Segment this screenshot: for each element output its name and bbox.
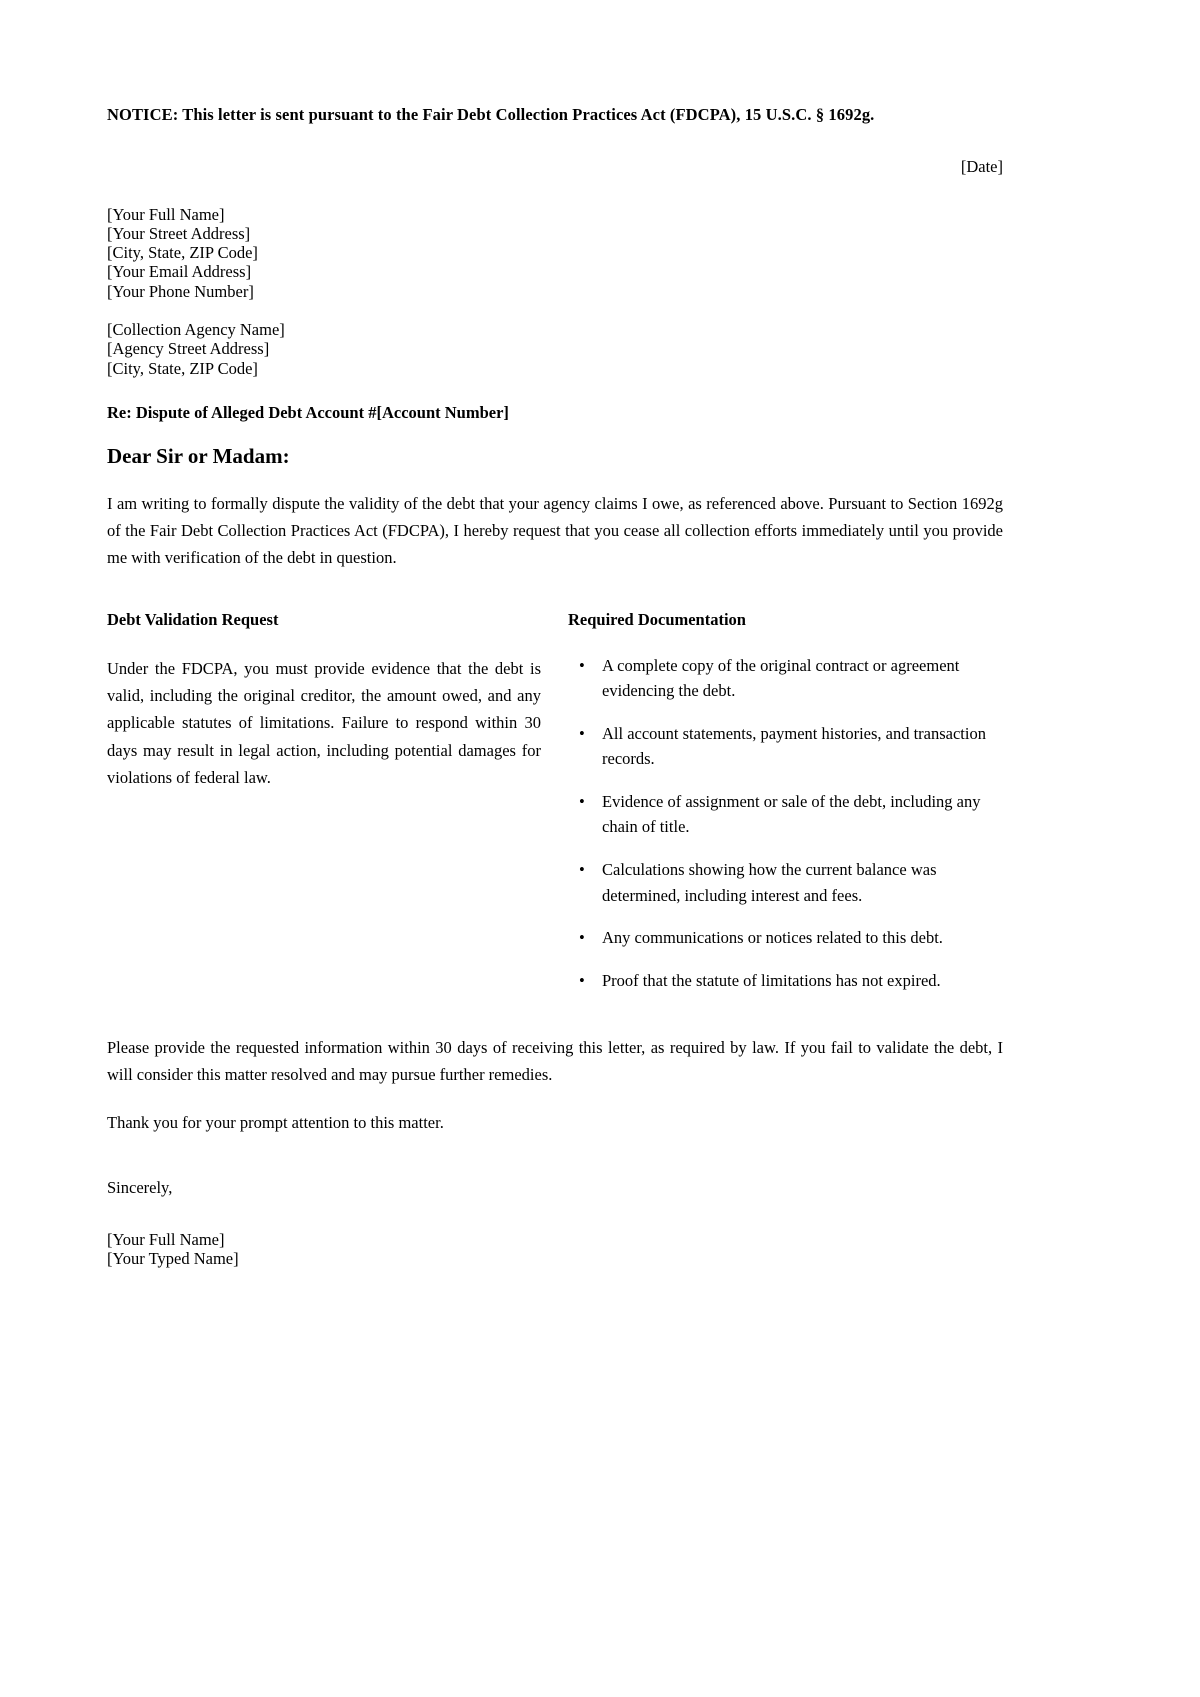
- sender-full-name: [Your Full Name]: [107, 204, 225, 224]
- recipient-city-state-zip: [City, State, ZIP Code]: [107, 358, 258, 378]
- recipient-street-address: [Agency Street Address]: [107, 339, 270, 359]
- bullet-icon: •: [579, 655, 585, 675]
- required-documentation-heading: Required Documentation: [568, 610, 746, 630]
- letter-content: [107, 104, 1003, 1269]
- sender-phone: [Your Phone Number]: [107, 281, 254, 301]
- list-item-label: Any communications or notices related to this debt.: [602, 928, 943, 948]
- fdcpa-notice-header: NOTICE: This letter is sent pursuant to the Fair Debt Collection Practices Act (FDCPA), 15 U.S.C. § 1692g.: [107, 105, 875, 124]
- sender-city-state-zip: [City, State, ZIP Code]: [107, 243, 258, 263]
- list-item-label: A complete copy of the original contract or agreement evidencing the debt.: [602, 655, 960, 701]
- two-column-section: [107, 572, 1003, 993]
- bullet-icon: •: [579, 791, 585, 811]
- required-documentation-column: [541, 609, 1003, 993]
- date-placeholder: [Date]: [960, 157, 1003, 177]
- list-item-label: All account statements, payment histories, and transaction records.: [602, 723, 986, 769]
- recipient-address-block: [107, 301, 1003, 378]
- bullet-icon: •: [579, 723, 585, 743]
- bullet-icon: •: [579, 859, 585, 879]
- required-documentation-list: [568, 631, 1003, 994]
- closing-paragraph-2: Thank you for your prompt attention to this matter.: [107, 1112, 444, 1132]
- sender-street-address: [Your Street Address]: [107, 223, 251, 243]
- sender-address-block: [107, 179, 1003, 301]
- intro-paragraph: I am writing to formally dispute the validity of the debt that your agency claims I owe, as referenced above. Pursuant to Section 1692g of the Fair Debt Collection Practices Act (FDCPA), I hereby request that you cease all collection efforts immediately until you provide me with verification of the debt in question.: [107, 494, 1003, 568]
- list-item: [568, 789, 1003, 840]
- bullet-icon: •: [579, 970, 585, 990]
- list-item-label: Calculations showing how the current balance was determined, including interest and fees.: [602, 859, 937, 905]
- subject-line: Re: Dispute of Alleged Debt Account #[Account Number]: [107, 402, 509, 422]
- list-item-label: Proof that the statute of limitations has not expired.: [602, 970, 941, 990]
- recipient-agency-name: [Collection Agency Name]: [107, 320, 285, 340]
- bullet-icon: •: [579, 928, 585, 948]
- list-item: [568, 721, 1003, 772]
- list-item: [568, 968, 1003, 994]
- signature-typed-name: [Your Typed Name]: [107, 1249, 239, 1269]
- signature-full-name: [Your Full Name]: [107, 1230, 225, 1250]
- list-item: [568, 857, 1003, 908]
- signoff: Sincerely,: [107, 1177, 173, 1197]
- salutation: Dear Sir or Madam:: [107, 444, 290, 469]
- debt-validation-heading: Debt Validation Request: [107, 610, 279, 630]
- signature-block: [107, 1199, 1003, 1269]
- list-item: [568, 925, 1003, 951]
- list-item-label: Evidence of assignment or sale of the debt, including any chain of title.: [602, 791, 981, 837]
- list-item: [568, 653, 1003, 704]
- sender-email: [Your Email Address]: [107, 262, 252, 282]
- debt-validation-column: [107, 609, 541, 791]
- closing-paragraph-1: Please provide the requested information within 30 days of receiving this letter, as required by law. If you fail to validate the debt, I will consider this matter resolved and may pursue further remedies.: [107, 1038, 1003, 1085]
- debt-validation-body: Under the FDCPA, you must provide evidence that the debt is valid, including the original creditor, the amount owed, and any applicable statutes of limitations. Failure to respond within 30 days may result in legal action, including potential damages for violations of federal law.: [107, 658, 541, 788]
